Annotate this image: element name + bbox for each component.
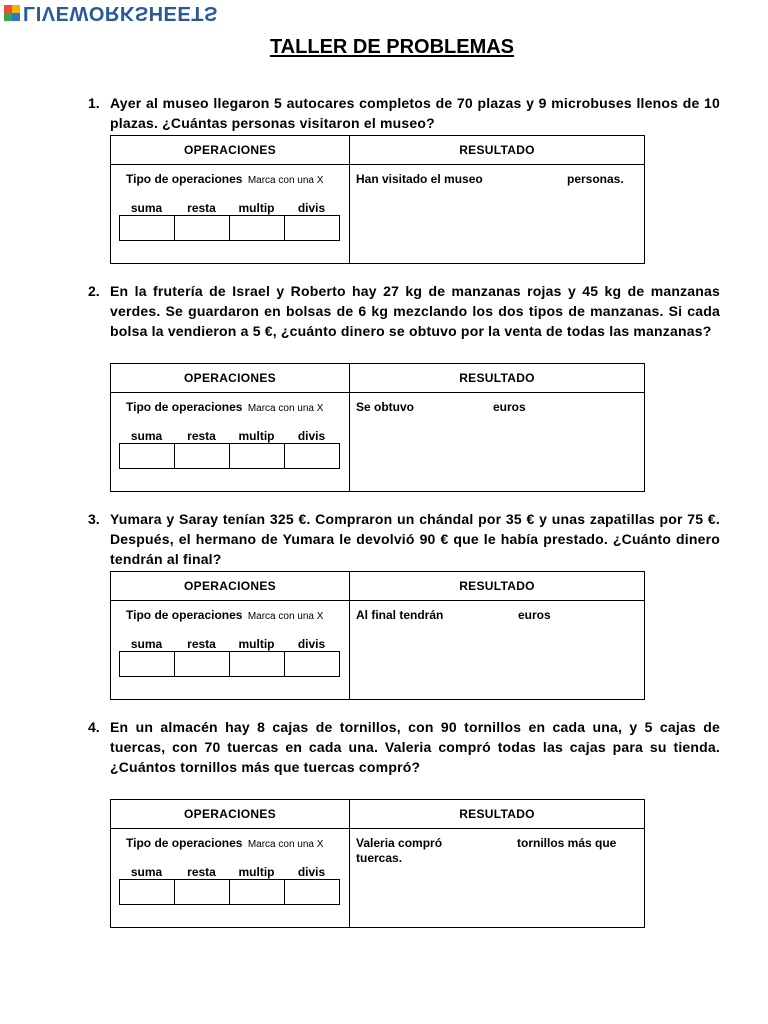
answer-table-2 — [110, 363, 645, 492]
result-text-end: euros — [518, 608, 551, 622]
divis-label: divis — [297, 865, 326, 879]
problem-2 — [88, 281, 720, 341]
resultado-cell[interactable] — [350, 601, 644, 699]
problem-text: Yumara y Saray tenían 325 €. Compraron un chándal por 35 € y unas zapatillas por 75 €. Después, el hermano de Yumara le devolvió 90 € que le había prestado. ¿Cuánto dinero tendrán al final? — [110, 511, 720, 567]
operaciones-header: OPERACIONES — [111, 572, 350, 600]
suma-label: suma — [130, 429, 163, 443]
liveworksheets-logo — [4, 2, 218, 24]
answer-table-4 — [110, 799, 645, 928]
problem-text: En un almacén hay 8 cajas de tornillos, con 90 tornillos en cada una, y 5 cajas de tuercas, con 70 tuercas en cada una. Valeria compró todas las cajas para su tienda. ¿Cuántos tornillos más que tuercas compró? — [110, 719, 720, 775]
multip-label: multip — [238, 429, 275, 443]
operaciones-header: OPERACIONES — [111, 364, 350, 392]
operation-labels — [119, 865, 341, 879]
result-text-end: tuercas. — [356, 851, 403, 865]
problem-number: 1. — [88, 95, 100, 111]
problem-number: 2. — [88, 283, 100, 299]
operaciones-header: OPERACIONES — [111, 800, 350, 828]
multip-checkbox[interactable] — [230, 444, 285, 468]
resultado-header: RESULTADO — [459, 371, 535, 385]
divis-checkbox[interactable] — [285, 444, 339, 468]
resultado-header: RESULTADO — [459, 143, 535, 157]
problem-3 — [88, 509, 720, 569]
multip-checkbox[interactable] — [230, 880, 285, 904]
multip-checkbox[interactable] — [230, 652, 285, 676]
resta-label: resta — [187, 429, 216, 443]
result-text-start: Valeria compró — [356, 836, 443, 850]
result-text-start: Han visitado el museo — [356, 172, 483, 186]
tipo-label: Tipo de operaciones Marca con una X — [126, 608, 324, 622]
tipo-label: Tipo de operaciones Marca con una X — [126, 836, 324, 850]
problem-number: 3. — [88, 511, 100, 527]
logo-text: LIVEWORKSHEETS — [23, 2, 218, 24]
result-text-end: personas. — [567, 172, 624, 186]
operation-checkboxes — [119, 879, 340, 905]
problem-4 — [88, 717, 720, 777]
page-title: TALLER DE PROBLEMAS — [269, 36, 515, 58]
result-text-end: euros — [493, 400, 526, 414]
suma-checkbox[interactable] — [120, 652, 175, 676]
resultado-cell[interactable] — [350, 165, 644, 263]
problem-text: Ayer al museo llegaron 5 autocares completos de 70 plazas y 9 microbuses llenos de 10 plazas. ¿Cuántas personas visitaron el museo? — [110, 95, 720, 131]
suma-label: suma — [130, 637, 163, 651]
multip-label: multip — [238, 201, 275, 215]
resta-label: resta — [187, 637, 216, 651]
resultado-cell[interactable] — [350, 393, 644, 491]
suma-label: suma — [130, 865, 163, 879]
operation-checkboxes — [119, 215, 340, 241]
resultado-header: RESULTADO — [459, 807, 535, 821]
suma-checkbox[interactable] — [120, 880, 175, 904]
operaciones-cell — [111, 601, 350, 699]
operation-labels — [119, 429, 341, 443]
multip-checkbox[interactable] — [230, 216, 285, 240]
result-text-start: Se obtuvo — [356, 400, 415, 414]
operaciones-header: OPERACIONES — [111, 136, 350, 164]
operation-checkboxes — [119, 443, 340, 469]
divis-checkbox[interactable] — [285, 216, 339, 240]
divis-label: divis — [297, 637, 326, 651]
tipo-label: Tipo de operaciones Marca con una X — [126, 400, 324, 414]
operation-checkboxes — [119, 651, 340, 677]
answer-table-3 — [110, 571, 645, 700]
operation-labels — [119, 637, 341, 651]
resta-label: resta — [187, 201, 216, 215]
answer-table-1 — [110, 135, 645, 264]
multip-label: multip — [238, 865, 275, 879]
suma-checkbox[interactable] — [120, 444, 175, 468]
problem-1 — [88, 93, 720, 133]
operaciones-cell — [111, 829, 350, 927]
logo-squares-icon — [4, 5, 20, 21]
multip-label: multip — [238, 637, 275, 651]
operaciones-cell — [111, 165, 350, 263]
resultado-header: RESULTADO — [459, 579, 535, 593]
divis-label: divis — [297, 201, 326, 215]
suma-label: suma — [130, 201, 163, 215]
resta-label: resta — [187, 865, 216, 879]
suma-checkbox[interactable] — [120, 216, 175, 240]
divis-checkbox[interactable] — [285, 880, 339, 904]
resultado-cell[interactable] — [350, 829, 644, 927]
problem-number: 4. — [88, 719, 100, 735]
divis-label: divis — [297, 429, 326, 443]
resta-checkbox[interactable] — [175, 216, 230, 240]
divis-checkbox[interactable] — [285, 652, 339, 676]
result-text-start: Al final tendrán — [356, 608, 444, 622]
tipo-label: Tipo de operaciones Marca con una X — [126, 172, 324, 186]
resta-checkbox[interactable] — [175, 652, 230, 676]
problem-text: En la frutería de Israel y Roberto hay 27 kg de manzanas rojas y 45 kg de manzanas verdes. Se guardaron en bolsas de 6 kg mezclando los dos tipos de manzanas. Si cada bolsa la vendieron a 5 €, ¿cuánto dinero se obtuvo por la venta de todas las manzanas? — [110, 283, 720, 339]
resta-checkbox[interactable] — [175, 880, 230, 904]
resta-checkbox[interactable] — [175, 444, 230, 468]
operaciones-cell — [111, 393, 350, 491]
result-text-middle: tornillos más que — [517, 836, 617, 850]
operation-labels — [119, 201, 341, 215]
